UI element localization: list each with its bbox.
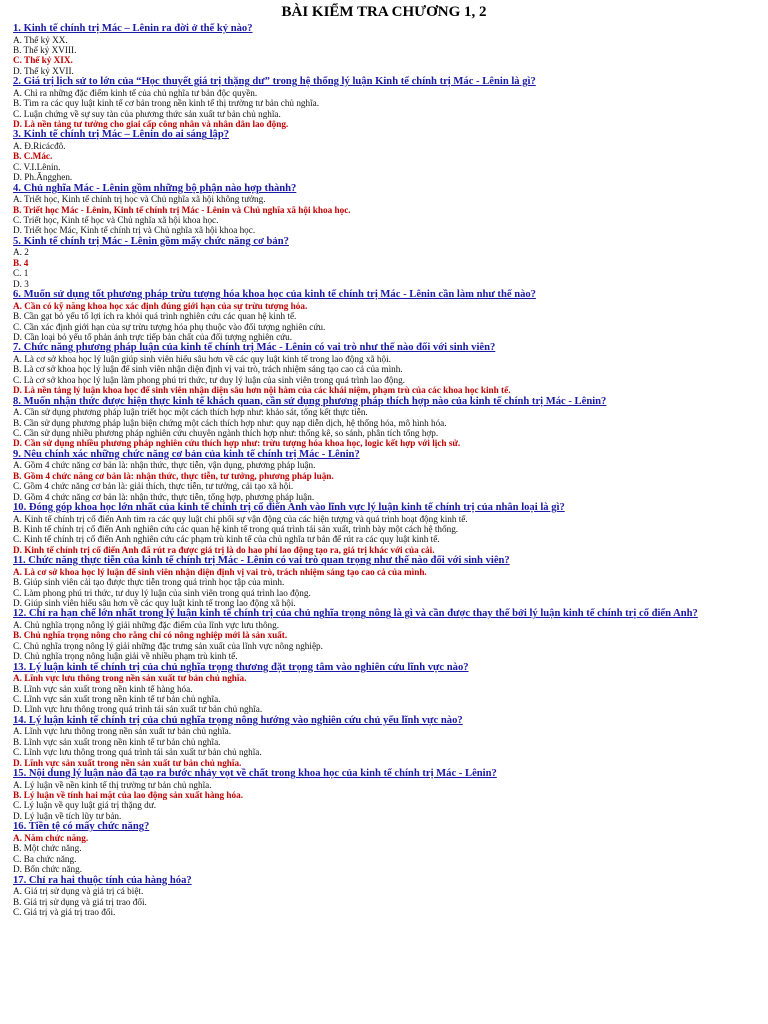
- question-text: 7. Chức năng phương pháp luận của kinh tế chính trị Mác - Lênin có vai trò như thế nào đối với sinh viên?: [13, 342, 496, 354]
- answer-option: D. Chủ nghĩa trọng nông luận giải về nhiều phạm trù kinh tế.: [13, 651, 238, 662]
- question-text: 16. Tiền tệ có mấy chức năng?: [13, 821, 150, 833]
- answer-option: C. Cần xác định giới hạn của sự trừu tượng hóa phụ thuộc vào đối tượng nghiên cứu.: [13, 321, 326, 332]
- document-title: BÀI KIỂM TRA CHƯƠNG 1, 2: [281, 4, 487, 20]
- question-text: 15. Nội dung lý luận nào đã tạo ra bước nhảy vọt về chất trong khoa học của kinh tế chính trị Mác - Lênin?: [13, 768, 497, 780]
- answer-option: A. Là cơ sở khoa học lý luận giúp sinh viên hiểu sâu hơn về các quy luật kinh tế trong lao động xã hội.: [13, 353, 391, 364]
- question-block: [13, 129, 755, 182]
- answer-option: A. Chủ nghĩa trọng nông lý giải những đặc điểm của lĩnh vực lưu thông.: [13, 620, 280, 630]
- question-block: [13, 555, 755, 608]
- answer-option: A. Chỉ ra những đặc điểm kinh tế của chủ nghĩa tư bản độc quyền.: [13, 87, 258, 98]
- answer-option: C. Cần sử dụng nhiều phương pháp nghiên cứu chuyên ngành thích hợp như: thống kê, so sánh, phân tích tổng hợp.: [13, 427, 439, 438]
- answer-option: B. Cần sử dụng phương pháp luận biện chứng một cách thích hợp như: quy nạp diễn dịch, hệ thống hóa, mô hình hóa.: [13, 417, 447, 428]
- question-text: 17. Chỉ ra hai thuộc tính của hàng hóa?: [13, 874, 192, 886]
- question-list: [13, 23, 755, 917]
- question-text: 4. Chủ nghĩa Mác - Lênin gồm những bộ phận nào hợp thành?: [13, 182, 297, 194]
- answer-option: C. 1: [13, 268, 29, 279]
- answer-option: B. Lĩnh vực sản xuất trong nền kinh tế tư bản chủ nghĩa.: [13, 736, 221, 747]
- question-block: [13, 396, 755, 449]
- question-block: [13, 502, 755, 555]
- question-block: [13, 342, 755, 395]
- question-block: [13, 236, 755, 289]
- correct-option: B. Lý luận về tính hai mặt của lao động sản xuất hàng hóa.: [13, 790, 244, 801]
- correct-option: A. Cần có kỹ năng khoa học xác định đúng giới hạn của sự trừu tượng hóa.: [13, 300, 308, 311]
- question-text: 9. Nêu chính xác những chức năng cơ bản của kinh tế chính trị Mác - Lênin?: [13, 448, 360, 460]
- answer-option: C. Gồm 4 chức năng cơ bản là: giải thích, thực tiễn, tư tưởng, cải tạo xã hội.: [13, 481, 294, 492]
- question-block: [13, 875, 755, 918]
- answer-option: D. Cần loại bỏ yếu tố phản ánh trực tiếp bản chất của đối tượng nghiên cứu.: [13, 331, 293, 342]
- correct-option: D. Là nền tảng tư tưởng cho giai cấp công nhân và nhân dân lao động.: [13, 119, 289, 130]
- question-block: [13, 183, 755, 236]
- question-text: 10. Đóng góp khoa học lớn nhất của kinh tế chính trị cổ điển Anh vào lĩnh vực lý luận kinh tế chính trị của nhân loại là gì?: [13, 501, 565, 513]
- question-text: 8. Muốn nhận thức được hiện thực kinh tế khách quan, cần sử dụng phương pháp thích hợp nào của kinh tế chính trị Mác - Lênin?: [13, 395, 607, 407]
- answer-option: C. Kinh tế chính trị cổ điển Anh nghiên cứu các phạm trù kinh tế của chủ nghĩa tư bản để rút ra các quy luật kinh tế.: [13, 534, 440, 545]
- question-block: [13, 768, 755, 821]
- answer-option: A. Kinh tế chính trị cổ điển Anh tìm ra các quy luật chi phối sự vận động của các hiện tượng và quá trình hoạt động kinh tế.: [13, 513, 468, 524]
- answer-option: A. 2: [13, 247, 29, 258]
- answer-option: B. Thế kỷ XVIII.: [13, 45, 77, 55]
- correct-option: A. Là cơ sở khoa học lý luận để sinh viên nhận diện định vị vai trò, trách nhiệm sáng tạo cao cả của mình.: [13, 566, 427, 577]
- answer-option: B. Giá trị sử dụng và giá trị trao đổi.: [13, 896, 147, 907]
- answer-option: A. Lý luận về nền kinh tế thị trường tư bản chủ nghĩa.: [13, 779, 212, 790]
- answer-option: C. Luận chứng về sự suy tàn của phương thức sản xuất tư bản chủ nghĩa.: [13, 108, 281, 119]
- answer-option: C. Làm phong phú tri thức, tư duy lý luận của sinh viên trong quá trình lao động.: [13, 587, 311, 598]
- correct-option: D. Lĩnh vực sản xuất trong nền sản xuất tư bản chủ nghĩa.: [13, 757, 242, 768]
- question-block: [13, 662, 755, 715]
- answer-option: A. Đ.Ricácđô.: [13, 141, 66, 152]
- question-text: 13. Lý luận kinh tế chính trị của chủ nghĩa trọng thương đặt trọng tâm vào nghiên cứu lĩnh vực nào?: [13, 661, 469, 673]
- answer-option: C. Lĩnh vực lưu thông trong quá trình tái sản xuất tư bản chủ nghĩa.: [13, 747, 262, 758]
- question-block: [13, 76, 755, 129]
- question-block: [13, 821, 755, 874]
- question-text: 12. Chỉ ra hạn chế lớn nhất trong lý luận kinh tế chính trị của chủ nghĩa trọng nông là gì và cần được thay thế bởi lý luận kinh tế chính trị cổ điển Anh?: [13, 608, 698, 620]
- correct-option: A. Năm chức năng.: [13, 832, 89, 843]
- correct-option: B. Gồm 4 chức năng cơ bản là: nhận thức, thực tiễn, tư tưởng, phương pháp luận.: [13, 470, 334, 481]
- question-text: 1. Kinh tế chính trị Mác – Lênin ra đời ở thế kỷ nào?: [13, 23, 253, 34]
- answer-option: C. Ba chức năng.: [13, 853, 77, 864]
- answer-option: D. Triết học Mác, Kinh tế chính trị và Chủ nghĩa xã hội khoa học.: [13, 225, 256, 236]
- answer-option: C. Giá trị và giá trị trao đổi.: [13, 906, 116, 917]
- correct-option: C. Thế kỷ XIX.: [13, 55, 73, 66]
- correct-option: B. Triết học Mác - Lênin, Kinh tế chính trị Mác - Lênin và Chủ nghĩa xã hội khoa học.: [13, 204, 351, 215]
- answer-option: D. Lý luận về tích lũy tư bản.: [13, 810, 122, 821]
- answer-option: B. Tìm ra các quy luật kinh tế cơ bản trong nền kinh tế thị trường tư bản chủ nghĩa.: [13, 98, 320, 109]
- answer-option: D. 3: [13, 278, 29, 289]
- answer-option: B. Là cơ sở khoa học lý luận để sinh viên nhận diện định vị vai trò, trách nhiệm sáng tạo cao cả của mình.: [13, 364, 403, 375]
- question-text: 2. Giá trị lịch sử to lớn của “Học thuyết giá trị thặng dư” trong hệ thống lý luận Kinh tế chính trị Mác - Lênin là gì?: [13, 76, 536, 88]
- answer-option: A. Gồm 4 chức năng cơ bản là: nhận thức, thực tiễn, vận dụng, phương pháp luận.: [13, 460, 316, 471]
- answer-option: A. Giá trị sử dụng và giá trị cá biệt.: [13, 886, 144, 897]
- answer-option: B. Cần gạt bỏ yếu tố lợi ích ra khỏi quá trình nghiên cứu các quan hệ kinh tế.: [13, 311, 297, 322]
- answer-option: B. Lĩnh vực sản xuất trong nền kinh tế hàng hóa.: [13, 683, 193, 694]
- correct-option: D. Kinh tế chính trị cổ điển Anh đã rút ra được giá trị là do hao phí lao động tạo ra, giá trị khác với của cải.: [13, 544, 435, 555]
- question-block: [13, 289, 755, 342]
- correct-option: A. Lĩnh vực lưu thông trong nền sản xuất tư bản chủ nghĩa.: [13, 673, 247, 684]
- answer-option: D. Ph.Ăngghen.: [13, 172, 73, 183]
- correct-option: D. Cần sử dụng nhiều phương pháp nghiên cứu thích hợp như: trừu tượng hóa khoa học, logic kết hợp với lịch sử.: [13, 438, 461, 449]
- answer-option: D. Thế kỷ XVII.: [13, 65, 74, 76]
- answer-option: A. Thế kỷ XX.: [13, 34, 68, 45]
- answer-option: C. V.I.Lênin.: [13, 161, 61, 172]
- question-block: [13, 715, 755, 768]
- answer-option: C. Chủ nghĩa trọng nông lý giải những đặc trưng sản xuất của lĩnh vực nông nghiệp.: [13, 640, 323, 651]
- question-text: 5. Kinh tế chính trị Mác - Lênin gồm mấy chức năng cơ bản?: [13, 235, 289, 247]
- correct-option: B. 4: [13, 257, 29, 268]
- question-block: [13, 608, 755, 661]
- answer-option: D. Lĩnh vực lưu thông trong quá trình tái sản xuất tư bản chủ nghĩa.: [13, 704, 263, 715]
- correct-option: D. Là nền tảng lý luận khoa học để sinh viên nhận diện sâu hơn nội hàm của các khái niệm, phạm trù của các khoa học kinh tế.: [13, 385, 511, 396]
- answer-option: B. Kinh tế chính trị cổ điển Anh nghiên cứu các quan hệ kinh tế trong quá trình tái sản xuất, trình bày một cách hệ thống.: [13, 523, 459, 534]
- correct-option: B. C.Mác.: [13, 151, 53, 162]
- answer-option: C. Là cơ sở khoa học lý luận làm phong phú tri thức, tư duy lý luận của sinh viên trong quá trình lao động.: [13, 374, 405, 385]
- answer-option: B. Giúp sinh viên cải tạo được thực tiễn trong quá trình học tập của mình.: [13, 577, 285, 588]
- answer-option: D. Gồm 4 chức năng cơ bản là: nhận thức, thực tiễn, tổng hợp, phương pháp luận.: [13, 491, 315, 502]
- question-block: [13, 23, 755, 76]
- answer-option: C. Lĩnh vực sản xuất trong nền kinh tế tư bản chủ nghĩa.: [13, 694, 221, 705]
- answer-option: A. Cần sử dụng phương pháp luận triết học một cách thích hợp như: khảo sát, tổng kết thực tiễn.: [13, 407, 368, 418]
- answer-option: D. Giúp sinh viên hiểu sâu hơn về các quy luật kinh tế trong lao động xã hội.: [13, 598, 296, 608]
- question-text: 11. Chức năng thực tiễn của kinh tế chính trị Mác - Lênin có vai trò quan trọng như thế nào đối với sinh viên?: [13, 555, 510, 567]
- answer-option: C. Triết học, Kinh tế học và Chủ nghĩa xã hội khoa học.: [13, 215, 219, 226]
- answer-option: A. Lĩnh vực lưu thông trong nền sản xuất tư bản chủ nghĩa.: [13, 726, 232, 737]
- answer-option: C. Lý luận về quy luật giá trị thặng dư.: [13, 800, 157, 811]
- correct-option: B. Chủ nghĩa trọng nông cho rằng chỉ có nông nghiệp mới là sản xuất.: [13, 630, 288, 641]
- question-text: 6. Muốn sử dụng tốt phương pháp trừu tượng hóa khoa học của kinh tế chính trị Mác - Lênin cần làm như thế nào?: [13, 289, 536, 301]
- question-block: [13, 449, 755, 502]
- question-text: 3. Kinh tế chính trị Mác – Lênin do ai sáng lập?: [13, 129, 230, 141]
- answer-option: A. Triết học, Kinh tế chính trị học và Chủ nghĩa xã hội không tưởng.: [13, 194, 266, 205]
- answer-option: B. Một chức năng.: [13, 843, 82, 854]
- answer-option: D. Bốn chức năng.: [13, 864, 83, 875]
- question-text: 14. Lý luận kinh tế chính trị của chủ nghĩa trọng nông hướng vào nghiên cứu chủ yếu lĩnh vực nào?: [13, 714, 463, 726]
